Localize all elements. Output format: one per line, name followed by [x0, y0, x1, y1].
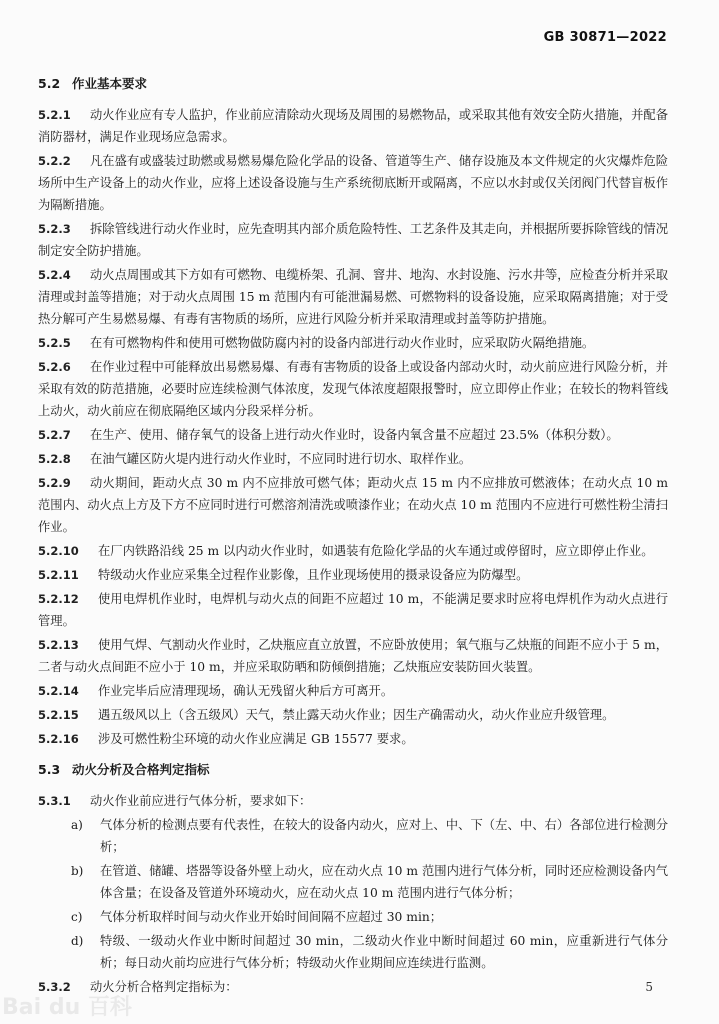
clause-row	[38, 472, 668, 538]
section-title: 作业基本要求	[72, 76, 148, 91]
list-item-text: 气体分析的检测点要有代表性，在较大的设备内动火，应对上、中、下（左、中、右）各部位进行检测分析；	[100, 818, 668, 854]
clause-text: 使用气焊、气割动火作业时，乙炔瓶应直立放置，不应卧放使用；氧气瓶与乙炔瓶的间距不应小于 5 m，二者与动火点间距不应小于 10 m，并应采取防晒和防倾倒措施；乙炔瓶应安装防回火装置。	[38, 638, 668, 674]
clause-row	[38, 448, 668, 470]
section-number: 5.3	[38, 762, 61, 777]
clause-row	[38, 634, 668, 678]
clause-number: 5.3.2	[38, 980, 71, 994]
clause-text: 动火作业前应进行气体分析，要求如下：	[90, 794, 312, 808]
clause-row	[38, 218, 668, 262]
list-item-text: 特级、一级动火作业中断时间超过 30 min，二级动火作业中断时间超过 60 min，应重新进行气体分析；每日动火前均应进行气体分析；特级动火作业期间应连续进行监测。	[100, 934, 668, 970]
clause-text: 在厂内铁路沿线 25 m 以内动火作业时，如遇装有危险化学品的火车通过或停留时，应立即停止作业。	[98, 544, 654, 558]
clause-text: 在作业过程中可能释放出易燃易爆、有毒有害物质的设备上或设备内部动火时，动火前应进行风险分析，并采取有效的防范措施，必要时应连续检测气体浓度，发现气体浓度超限报警时，应立即停止作业；在较长的物料管线上动火，动火前应在彻底隔绝区域内分段采样分析。	[38, 360, 668, 418]
clause-number: 5.2.5	[38, 336, 71, 350]
baidu-baike-watermark-logo	[0, 984, 180, 1024]
section-heading-5-2	[38, 74, 668, 94]
clause-number: 5.2.13	[38, 638, 79, 652]
clause-number: 5.2.16	[38, 732, 79, 746]
clause-row	[38, 680, 668, 702]
list-marker: c)	[71, 910, 83, 924]
list-item	[38, 930, 668, 974]
clause-number: 5.2.3	[38, 222, 71, 236]
clause-text: 动火期间，距动火点 30 m 内不应排放可燃气体；距动火点 15 m 内不应排放可燃液体；在动火点 10 m 范围内、动火点上方及下方不应同时进行可燃溶剂清洗或喷漆作业；在动火点 10 m 范围内不应进行可燃性粉尘清扫作业。	[38, 476, 668, 534]
list-marker: d)	[71, 934, 84, 948]
clause-text: 动火分析合格判定指标为：	[90, 980, 238, 994]
clause-5-3-1	[38, 790, 668, 812]
clause-text: 特级动火作业应采集全过程作业影像，且作业现场使用的摄录设备应为防爆型。	[98, 568, 529, 582]
clause-text: 遇五级风以上（含五级风）天气，禁止露天动火作业；因生产确需动火，动火作业应升级管理。	[98, 708, 615, 722]
clause-number: 5.3.1	[38, 794, 71, 808]
clause-number: 5.2.7	[38, 428, 71, 442]
clause-row	[38, 264, 668, 330]
clause-number: 5.2.1	[38, 108, 71, 122]
clause-row	[38, 704, 668, 726]
clause-row	[38, 424, 668, 446]
clause-row	[38, 540, 668, 562]
clause-number: 5.2.14	[38, 684, 79, 698]
section-heading-5-3	[38, 760, 668, 780]
clause-number: 5.2.12	[38, 592, 79, 606]
section-title: 动火分析及合格判定指标	[72, 762, 210, 777]
clause-text: 使用电焊机作业时，电焊机与动火点的间距不应超过 10 m，不能满足要求时应将电焊机作为动火点进行管理。	[38, 592, 668, 628]
clause-row	[38, 104, 668, 148]
clause-row	[38, 728, 668, 750]
section-number: 5.2	[38, 76, 61, 91]
clause-number: 5.2.6	[38, 360, 71, 374]
clause-text: 在油气罐区防火堤内进行动火作业时，不应同时进行切水、取样作业。	[90, 452, 472, 466]
clause-number: 5.2.15	[38, 708, 79, 722]
clause-text: 在有可燃物构件和使用可燃物做防腐内衬的设备内部进行动火作业时，应采取防火隔绝措施。	[90, 336, 595, 350]
list-item	[38, 906, 668, 928]
list-item-text: 在管道、储罐、塔器等设备外壁上动火，应在动火点 10 m 范围内进行气体分析，同时还应检测设备内气体含量；在设备及管道外环境动火，应在动火点 10 m 范围内进行气体分析；	[100, 864, 668, 900]
clause-number: 5.2.8	[38, 452, 71, 466]
clause-number: 5.2.2	[38, 154, 71, 168]
clause-row	[38, 150, 668, 216]
clause-number: 5.2.11	[38, 568, 79, 582]
clause-row	[38, 588, 668, 632]
item-list-5-3-1	[38, 814, 668, 974]
clause-text: 动火作业应有专人监护，作业前应清除动火现场及周围的易燃物品，或采取其他有效安全防火措施，并配备消防器材，满足作业现场应急需求。	[38, 108, 668, 144]
clause-list-5-2	[38, 104, 668, 750]
clause-text: 作业完毕后应清理现场，确认无残留火种后方可离开。	[98, 684, 394, 698]
clause-number: 5.2.9	[38, 476, 71, 490]
clause-row	[38, 356, 668, 422]
clause-text: 动火点周围或其下方如有可燃物、电缆桥架、孔洞、窨井、地沟、水封设施、污水井等，应检查分析并采取清理或封盖等措施；对于动火点周围 15 m 范围内有可能泄漏易燃、可燃物料的设备设施，应采取隔离措施；对于受热分解可产生易燃易爆、有毒有害物质的场所，应进行风险分析并采取清理或封盖等防护措施。	[38, 268, 668, 326]
page-number: 5	[645, 980, 653, 994]
clause-text: 涉及可燃性粉尘环境的动火作业应满足 GB 15577 要求。	[98, 732, 414, 746]
list-marker: b)	[71, 864, 84, 878]
list-marker: a)	[71, 818, 83, 832]
clause-number: 5.2.4	[38, 268, 71, 282]
clause-text: 拆除管线进行动火作业时，应先查明其内部介质危险特性、工艺条件及其走向，并根据所要拆除管线的情况制定安全防护措施。	[38, 222, 668, 258]
standard-number: GB 30871—2022	[543, 30, 667, 45]
clause-row	[38, 564, 668, 586]
list-item-text: 气体分析取样时间与动火作业开始时间间隔不应超过 30 min；	[100, 910, 443, 924]
list-item	[38, 860, 668, 904]
svg-text:Bai du 百科: Bai du 百科	[2, 995, 132, 1020]
list-item	[38, 814, 668, 858]
clause-text: 在生产、使用、储存氧气的设备上进行动火作业时，设备内氧含量不应超过 23.5%（体积分数）。	[90, 428, 619, 442]
document-body	[38, 74, 668, 1000]
clause-text: 凡在盛有或盛装过助燃或易燃易爆危险化学品的设备、管道等生产、储存设施及本文件规定的火灾爆炸危险场所中生产设备上的动火作业，应将上述设备设施与生产系统彻底断开或隔离，不应以水封或仅关闭阀门代替盲板作为隔断措施。	[38, 154, 668, 212]
clause-number: 5.2.10	[38, 544, 79, 558]
clause-row	[38, 332, 668, 354]
